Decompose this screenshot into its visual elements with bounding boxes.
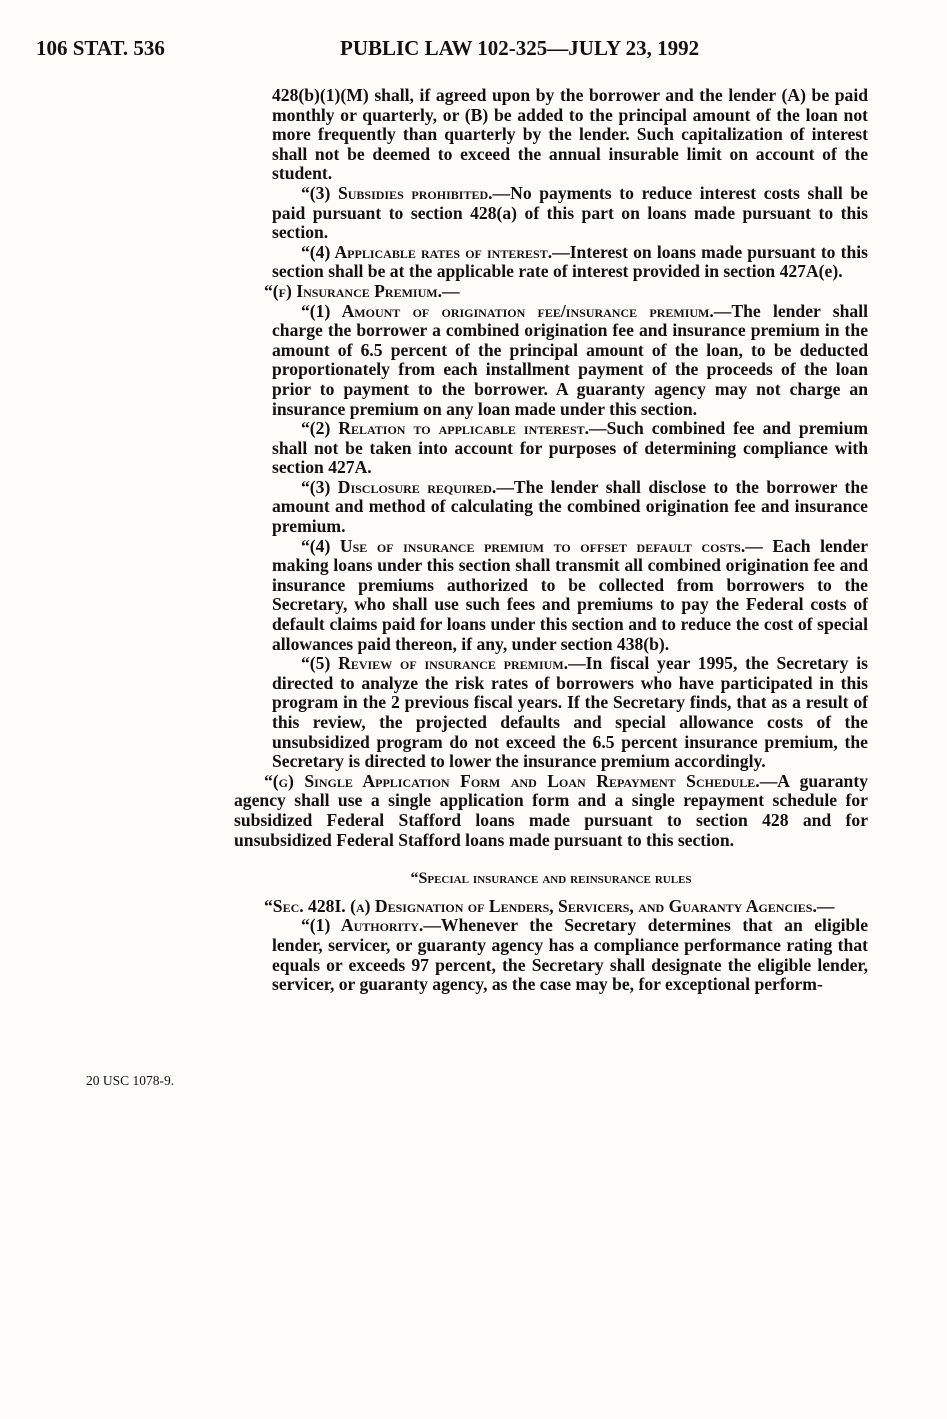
paragraph-text: —The lender shall disclose to the borrower the amount and method of calculating the combined origination fee and insurance premium. xyxy=(272,476,868,537)
paragraph-text: — Each lender making loans under this section shall transmit all combined origination fee and insurance premiums authorized to be collected from borrowers to the Secretary, who shall use such fees and premiums to pay the Federal costs of default claims paid for loans under this section and to reduce the cost of special allowances paid thereon, if any, under section 438(b). xyxy=(272,535,868,654)
paragraph-text: 428(b)(1)(M) shall, if agreed upon by the borrower and the lender (A) be paid monthly or quarterly, or (B) be added to the principal amount of the loan not more frequently than quarterly by the lender. Such capitalization of interest shall not be deemed to exceed the annual insurable limit on account of the student. xyxy=(272,85,868,184)
subsection-single-application xyxy=(234,772,868,850)
paragraph-continuation xyxy=(234,86,868,184)
section-number: “Sec. 428I. (a) xyxy=(264,895,375,916)
paragraph-relation-interest xyxy=(234,419,868,478)
paragraph-heading: “(1) Authority. xyxy=(301,915,424,936)
paragraph-heading: “(4) Applicable rates of interest. xyxy=(301,241,553,262)
section-title: “Special insurance and reinsurance rules xyxy=(410,870,692,888)
paragraph-text: —A guaranty agency shall use a single application form and a single repayment schedule for subsidized Federal Stafford loans made pursuant to section 428 and for unsubsidized Federal Stafford loans made pursuant to this section. xyxy=(234,770,869,850)
paragraph-text: —Interest on loans made pursuant to this section shall be at the applicable rate of interest provided in section 427A(e). xyxy=(272,241,868,282)
paragraph-heading: “(3) Disclosure required. xyxy=(301,476,497,497)
paragraph-offset-default xyxy=(234,537,868,655)
subsection-heading: “(f) Insurance Premium. xyxy=(264,280,442,301)
paragraph-heading: “(5) Review of insurance premium. xyxy=(301,653,569,674)
paragraph-authority xyxy=(234,916,868,994)
subsection-heading: “(g) Single Application Form and Loan Repayment Schedule. xyxy=(264,770,760,791)
paragraph-heading: “(2) Relation to applicable interest. xyxy=(301,418,590,439)
subsection-heading: Designation of Lenders, Servicers, and Guaranty Agencies. xyxy=(374,895,817,916)
paragraph-text: —Such combined fee and premium shall not be taken into account for purposes of determining compliance with section 427A. xyxy=(272,418,869,478)
paragraph-text: — xyxy=(441,280,460,301)
paragraph-text: — xyxy=(816,895,835,916)
paragraph-heading: “(1) Amount of origination fee/insurance premium. xyxy=(301,300,714,321)
paragraph-text: —Whenever the Secretary determines that an eligible lender, servicer, or guaranty agency has a compliance performance rating that equals or exceeds 97 percent, the Secretary shall designate the eligible lender, servicer, or guaranty agency, as the case may be, for exceptional perform- xyxy=(272,915,869,995)
paragraph-subsidies-prohibited xyxy=(234,184,868,243)
paragraph-text: —No payments to reduce interest costs shall be paid pursuant to section 428(a) of this part on loans made pursuant to this section. xyxy=(272,182,868,243)
statute-body xyxy=(234,86,868,995)
page-header xyxy=(36,36,866,66)
usc-margin-note: 20 USC 1078-9. xyxy=(86,1073,175,1088)
subsection-insurance-premium xyxy=(234,282,868,302)
paragraph-heading: “(4) Use of insurance premium to offset default costs. xyxy=(301,535,746,556)
paragraph-heading: “(3) Subsidies prohibited. xyxy=(301,182,493,203)
section-428i xyxy=(234,897,868,917)
paragraph-applicable-rates xyxy=(234,243,868,282)
paragraph-disclosure xyxy=(234,478,868,537)
paragraph-origination-fee xyxy=(234,302,868,420)
paragraph-text: —In fiscal year 1995, the Secretary is directed to analyze the risk rates of borrowers who have participated in this program in the 2 previous fiscal years. If the Secretary finds, that as a result of this review, the projected defaults and special allowance costs of the unsubsidized program do not exceed the 6.5 percent insurance premium, the Secretary is directed to lower the insurance premium accordingly. xyxy=(272,653,868,772)
paragraph-text: —The lender shall charge the borrower a combined origination fee and insurance premium in the amount of 6.5 percent of the principal amount of the loan, to be deducted proportionately from each installment payment of the proceeds of the loan prior to payment to the borrower. A guaranty agency may not charge an insurance premium on any loan made under this section. xyxy=(272,300,868,419)
stat-page-number: 106 STAT. 536 xyxy=(36,36,165,60)
public-law-title: PUBLIC LAW 102-325—JULY 23, 1992 xyxy=(340,36,700,60)
paragraph-review-premium xyxy=(234,654,868,772)
